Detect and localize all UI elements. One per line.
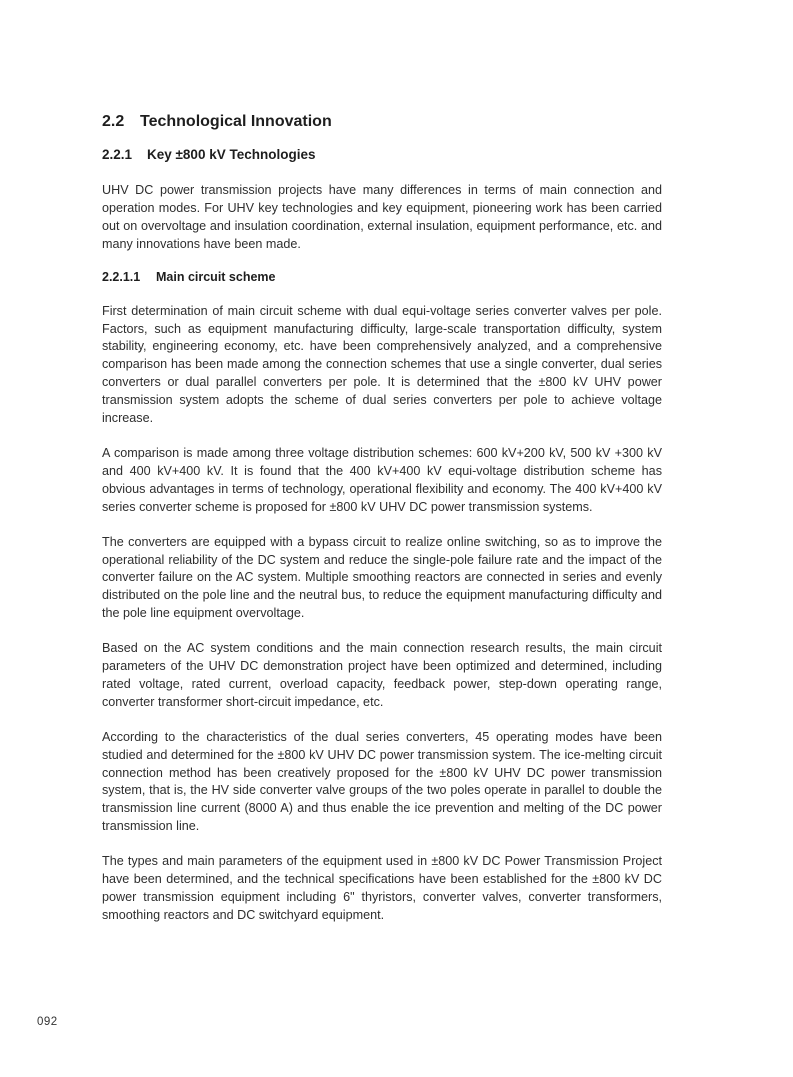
body-paragraph: First determination of main circuit scheme with dual equi-voltage series converter valves per pole. Factors, such as equipment manufacturing difficulty, large-scale transportation difficulty, system stability, engineering economy, etc. have been comprehensively analyzed, and a comprehensive comparison has been made among the connection schemes that use a single converter, dual series converters or dual parallel converters per pole. It is determined that the ±800 kV UHV power transmission system adopts the scheme of dual series converters per pole to achieve voltage increase. xyxy=(102,303,662,426)
body-paragraph: A comparison is made among three voltage distribution schemes: 600 kV+200 kV, 500 kV +300 kV and 400 kV+400 kV. It is found that the 400 kV+400 kV equi-voltage distribution scheme has obvious advantages in terms of technology, operational flexibility and economy. The 400 kV+400 kV series converter scheme is proposed for ±800 kV UHV DC power transmission systems. xyxy=(102,445,662,514)
body-paragraph: According to the characteristics of the dual series converters, 45 operating modes have been studied and determined for the ±800 kV UHV DC power transmission system. The ice-melting circuit connection method has been creatively proposed for the ±800 kV UHV DC power transmission system, that is, the HV side converter valve groups of the two poles operate in parallel to double the transmission line current (8000 A) and thus enable the ice prevention and melting of the DC power transmission line. xyxy=(102,729,662,834)
body-paragraph: The converters are equipped with a bypass circuit to realize online switching, so as to improve the operational reliability of the DC system and reduce the single-pole failure rate and the impact of the converter failure on the AC system. Multiple smoothing reactors are connected in series and evenly distributed on the pole line and the neutral bus, to reduce the equipment manufacturing difficulty and the pole line equipment overvoltage. xyxy=(102,534,662,621)
intro-paragraph: UHV DC power transmission projects have many differences in terms of main connection and operation modes. For UHV key technologies and key equipment, pioneering work has been carried out on overvoltage and insulation coordination, external insulation, equipment performance, etc. and many innovations have been made. xyxy=(102,183,662,251)
subsubsection-number: 2.2.1.1 xyxy=(102,269,141,284)
subsection-number: 2.2.1 xyxy=(102,147,133,162)
section-title: Technological Innovation xyxy=(140,113,332,130)
section-heading xyxy=(102,111,662,133)
page-number: 092 xyxy=(37,1016,58,1028)
subsubsection-title: Main circuit scheme xyxy=(156,269,276,284)
subsection-title: Key ±800 kV Technologies xyxy=(147,147,316,162)
body-paragraph: Based on the AC system conditions and the main connection research results, the main circuit parameters of the UHV DC demonstration project have been optimized and determined, including rated voltage, rated current, overload capacity, feedback power, step-down operating range, converter transformer short-circuit impedance, etc. xyxy=(102,641,662,709)
subsubsection-heading xyxy=(102,268,662,286)
subsection-heading xyxy=(102,145,662,165)
body-paragraph: The types and main parameters of the equipment used in ±800 kV DC Power Transmission Project have been determined, and the technical specifications have been established for the ±800 kV DC power transmission equipment including 6" thyristors, converter valves, converter transformers, smoothing reactors and DC switchyard equipment. xyxy=(102,854,662,922)
page-content xyxy=(102,111,662,925)
section-number: 2.2 xyxy=(102,113,125,130)
